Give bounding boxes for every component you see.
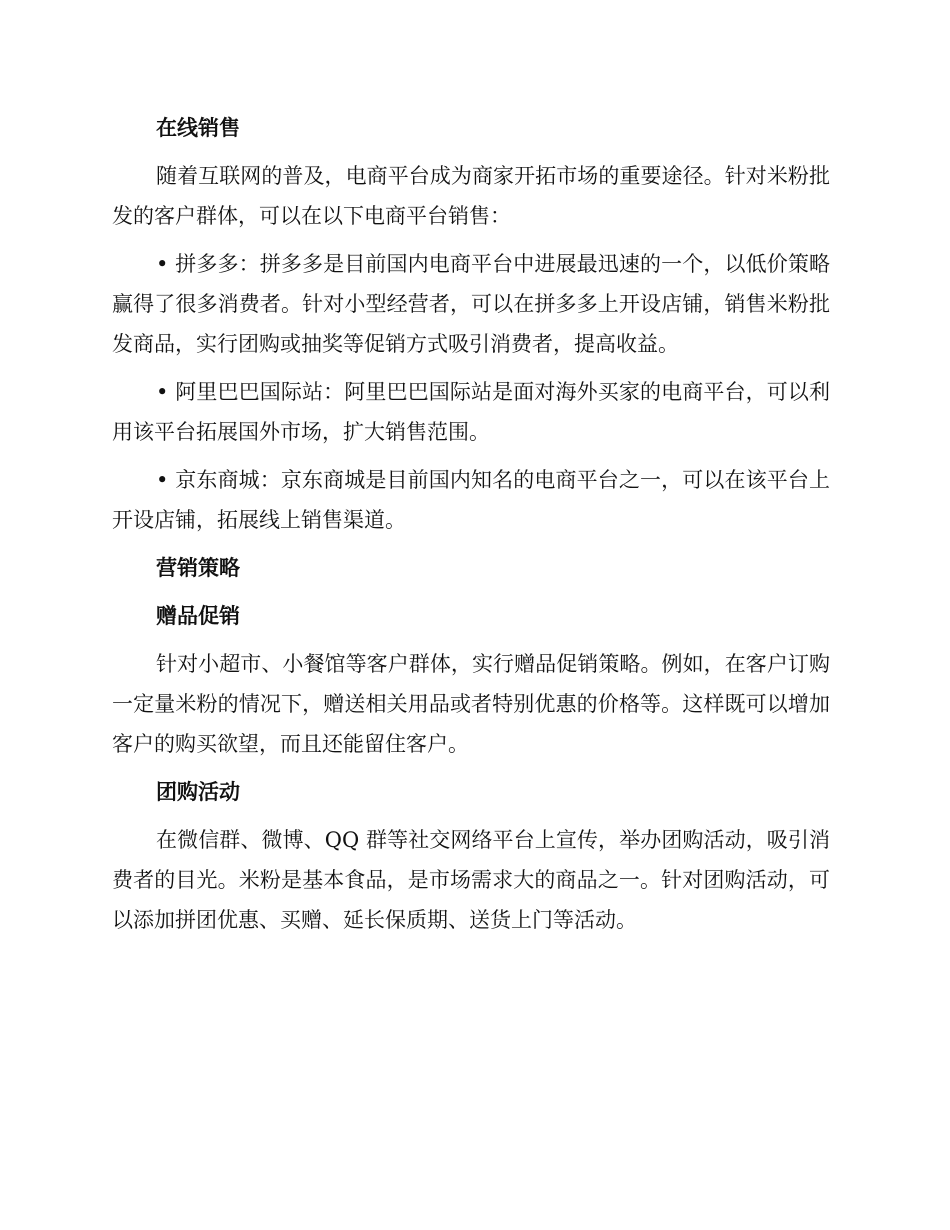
- section-heading-online-sales: 在线销售: [156, 116, 240, 140]
- section-heading-group-buying: 团购活动: [156, 780, 240, 804]
- document-page: [112, 108, 830, 948]
- paragraph-gift-promotion: 针对小超市、小餐馆等客户群体，实行赠品促销策略。例如，在客户订购一定量米粉的情况下，赠送相关用品或者特别优惠的价格等。这样既可以增加客户的购买欲望，而且还能留住客户。: [112, 652, 830, 756]
- section-heading-marketing-strategy: 营销策略: [156, 556, 240, 580]
- bullet-alibaba: • 阿里巴巴国际站：阿里巴巴国际站是面对海外买家的电商平台，可以利用该平台拓展国外市场，扩大销售范围。: [112, 380, 830, 444]
- bullet-pinduoduo: • 拼多多：拼多多是目前国内电商平台中进展最迅速的一个，以低价策略赢得了很多消费者。针对小型经营者，可以在拼多多上开设店铺，销售米粉批发商品，实行团购或抽奖等促销方式吸引消费者，提高收益。: [112, 252, 830, 356]
- paragraph-intro: 随着互联网的普及，电商平台成为商家开拓市场的重要途径。针对米粉批发的客户群体，可以在以下电商平台销售：: [112, 164, 830, 228]
- bullet-jd: • 京东商城：京东商城是目前国内知名的电商平台之一，可以在该平台上开设店铺，拓展线上销售渠道。: [112, 468, 830, 532]
- section-heading-gift-promotion: 赠品促销: [156, 604, 240, 628]
- paragraph-group-buying: 在微信群、微博、QQ 群等社交网络平台上宣传，举办团购活动，吸引消费者的目光。米粉是基本食品，是市场需求大的商品之一。针对团购活动，可以添加拼团优惠、买赠、延长保质期、送货上门等活动。: [112, 828, 830, 932]
